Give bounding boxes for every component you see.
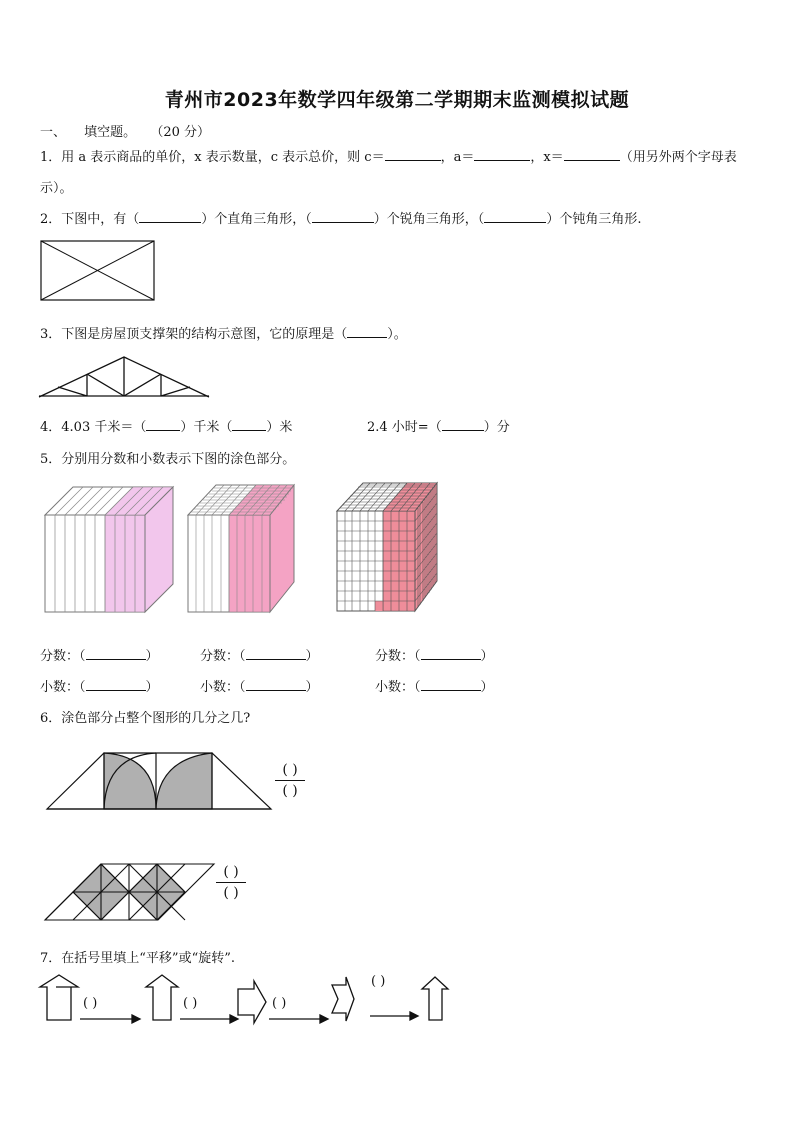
- q2-text: ）个锐角三角形，（: [373, 212, 485, 227]
- q5-fraction-blank-1[interactable]: [86, 647, 146, 660]
- q4-text: ）分: [483, 420, 510, 435]
- section-header: [40, 121, 210, 140]
- q2-text: ）个钝角三角形.: [546, 212, 642, 227]
- q5-decimal-blank-1[interactable]: [86, 678, 146, 691]
- numerator-paren: ( ): [223, 864, 239, 880]
- q7-answer-1[interactable]: ( ): [83, 996, 98, 1011]
- q2-blank-obtuse[interactable]: [484, 210, 546, 223]
- q5-fraction-label: 分数：（: [375, 649, 421, 664]
- q5-close: ）: [145, 680, 159, 695]
- q2-blank-right[interactable]: [139, 210, 201, 223]
- q5-close: ）: [480, 649, 494, 664]
- fraction-shape-diagram: [46, 751, 272, 811]
- question-1: [40, 146, 737, 165]
- q5-decimal-blank-2[interactable]: [246, 678, 306, 691]
- q1-text: （用另外两个字母表: [619, 150, 737, 165]
- q5-fraction-blank-3[interactable]: [421, 647, 481, 660]
- q1-blank-a[interactable]: [474, 148, 530, 161]
- q5-close: ）: [305, 680, 319, 695]
- page-title: 青州市2023年数学四年级第二学期期末监测模拟试题: [164, 89, 630, 111]
- q1-text: ，a＝: [440, 150, 475, 165]
- q4-blank-m[interactable]: [232, 418, 266, 431]
- rectangle-diagonals-diagram: [40, 240, 156, 302]
- q5-decimal-blank-3[interactable]: [421, 678, 481, 691]
- q2-text: 2．下图中，有（: [40, 212, 140, 227]
- q5-fraction-row: [375, 645, 494, 664]
- q5-decimal-row: [200, 676, 319, 695]
- decimal-cube-diagram: [335, 481, 439, 613]
- q5-close: ）: [145, 649, 159, 664]
- question-1-cont: 示）。: [40, 181, 73, 196]
- question-6: 6．涂色部分占整个图形的几分之几?: [40, 711, 251, 726]
- q1-blank-x[interactable]: [564, 148, 620, 161]
- q1-text: ，x＝: [530, 150, 564, 165]
- q4-text: ）米: [266, 420, 293, 435]
- arrow-transform-diagram: [40, 975, 450, 1035]
- q4-text: 4．4.03 千米＝（: [40, 420, 147, 435]
- q5-decimal-label: 小数：（: [200, 680, 246, 695]
- q5-fraction-row: [40, 645, 159, 664]
- q7-answer-3[interactable]: ( ): [272, 996, 287, 1011]
- q1-text: 1．用 a 表示商品的单价，x 表示数量，c 表示总价，则 c＝: [40, 150, 385, 165]
- section-score: （20 分）: [150, 125, 210, 140]
- q7-answer-2[interactable]: ( ): [183, 996, 198, 1011]
- q4-text: ）千米（: [180, 420, 233, 435]
- question-4: [40, 416, 292, 435]
- q5-fraction-row: [200, 645, 319, 664]
- roof-truss-diagram: [38, 356, 210, 398]
- q4-blank-min[interactable]: [442, 418, 484, 431]
- question-7: 7．在括号里填上“平移”或“旋转”.: [40, 951, 235, 966]
- question-2: [40, 208, 641, 227]
- denominator-paren: ( ): [282, 783, 298, 799]
- q3-text: ）。: [387, 327, 407, 342]
- q3-blank[interactable]: [347, 325, 387, 338]
- decimal-cube-diagram: [186, 483, 298, 615]
- q5-fraction-label: 分数：（: [200, 649, 246, 664]
- q5-decimal-row: [40, 676, 159, 695]
- q5-decimal-label: 小数：（: [375, 680, 421, 695]
- q5-close: ）: [305, 649, 319, 664]
- section-number: 一、: [40, 125, 67, 140]
- q5-fraction-label: 分数：（: [40, 649, 86, 664]
- fraction-answer[interactable]: [216, 864, 246, 901]
- question-4b: [367, 416, 510, 435]
- question-3: [40, 323, 407, 342]
- q4-text: 2.4 小时=（: [367, 420, 442, 435]
- fraction-shape-diagram: [44, 862, 216, 922]
- denominator-paren: ( ): [223, 885, 239, 901]
- question-5: 5．分别用分数和小数表示下图的涂色部分。: [40, 452, 296, 467]
- q3-text: 3．下图是房屋顶支撑架的结构示意图，它的原理是（: [40, 327, 348, 342]
- section-label: 填空题。: [84, 125, 137, 140]
- q4-blank-km[interactable]: [146, 418, 180, 431]
- q5-decimal-row: [375, 676, 494, 695]
- numerator-paren: ( ): [282, 762, 298, 778]
- fraction-answer[interactable]: [275, 762, 305, 799]
- q1-blank-c[interactable]: [385, 148, 441, 161]
- q5-close: ）: [480, 680, 494, 695]
- decimal-cube-diagram: [43, 485, 153, 615]
- q5-decimal-label: 小数：（: [40, 680, 86, 695]
- q7-answer-4[interactable]: ( ): [371, 974, 386, 989]
- q2-text: ）个直角三角形，（: [201, 212, 312, 227]
- q5-fraction-blank-2[interactable]: [246, 647, 306, 660]
- q2-blank-acute[interactable]: [312, 210, 374, 223]
